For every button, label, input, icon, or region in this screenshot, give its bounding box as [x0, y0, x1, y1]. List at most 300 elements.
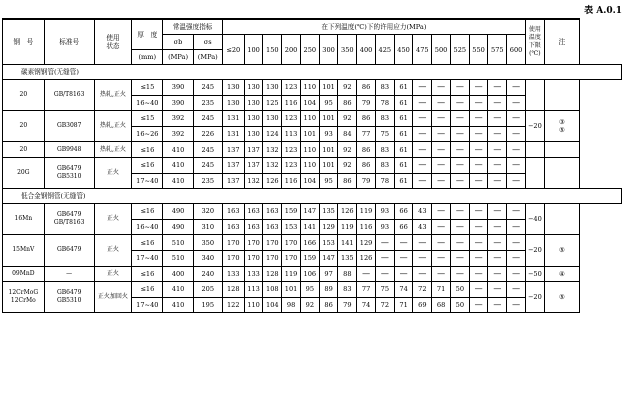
stress-cell: 106	[300, 266, 319, 282]
stress-cell: 110	[300, 142, 319, 158]
sigma-s-cell: 245	[193, 157, 222, 173]
stress-cell: 170	[244, 250, 263, 266]
stress-cell: —	[432, 219, 451, 235]
stress-cell: —	[413, 173, 432, 189]
stress-cell: —	[469, 80, 488, 96]
stress-cell: —	[469, 142, 488, 158]
sigma-b-cell: 490	[163, 219, 193, 235]
stress-cell: —	[432, 157, 451, 173]
table-row	[3, 235, 622, 251]
stress-cell: 78	[375, 95, 394, 111]
standard-no-cell: GB6479	[44, 235, 94, 266]
stress-cell: 163	[244, 219, 263, 235]
stress-cell: 147	[319, 250, 338, 266]
section-title: 低合金钢钢管(无缝管)	[3, 189, 622, 204]
stress-cell: 147	[300, 204, 319, 220]
temperature-header: 200	[282, 35, 301, 65]
stress-cell: 153	[319, 235, 338, 251]
stress-cell: —	[507, 266, 526, 282]
stress-cell: 86	[338, 95, 357, 111]
thickness-cell: 16~40	[132, 95, 163, 111]
stress-cell: 137	[222, 142, 244, 158]
stress-cell: 137	[244, 142, 263, 158]
condition-cell: 正火	[94, 157, 132, 188]
table-row	[3, 157, 622, 173]
steel-grade-cell: 20	[3, 111, 45, 142]
temperature-header: 425	[375, 35, 394, 65]
stress-cell: 116	[282, 95, 301, 111]
thickness-cell: 17~40	[132, 250, 163, 266]
stress-cell: —	[507, 111, 526, 127]
stress-cell: 129	[357, 235, 376, 251]
temp-limit-header: 使用 温度 下限 (℃)	[525, 19, 544, 65]
stress-cell: 66	[394, 204, 413, 220]
stress-cell: 101	[319, 157, 338, 173]
stress-cell: —	[488, 250, 507, 266]
stress-cell: 68	[432, 297, 451, 313]
stress-cell: 159	[282, 204, 301, 220]
stress-cell: —	[413, 111, 432, 127]
sigma-b-unit-header: (MPa)	[163, 50, 193, 65]
stress-cell: 43	[413, 219, 432, 235]
stress-cell: —	[507, 173, 526, 189]
condition-cell: 正火加回火	[94, 282, 132, 313]
stress-cell: 153	[282, 219, 301, 235]
stress-cell: —	[450, 266, 469, 282]
thickness-cell: ≤16	[132, 266, 163, 282]
stress-cell: —	[450, 250, 469, 266]
stress-cell: —	[507, 157, 526, 173]
stress-cell: 163	[263, 204, 282, 220]
sigma-s-cell: 195	[193, 297, 222, 313]
stress-cell: —	[375, 235, 394, 251]
stress-cell: 135	[338, 250, 357, 266]
temperature-header: 250	[300, 35, 319, 65]
stress-cell: —	[432, 126, 451, 142]
stress-cell: —	[507, 80, 526, 96]
stress-cell: 98	[282, 297, 301, 313]
stress-cell: 61	[394, 157, 413, 173]
temp-limit-cell: −50	[525, 266, 544, 282]
stress-cell: 170	[222, 235, 244, 251]
stress-cell: —	[450, 80, 469, 96]
temperature-header: 100	[244, 35, 263, 65]
steel-grade-cell: 15MnV	[3, 235, 45, 266]
standard-no-cell: GB/T8163	[44, 80, 94, 111]
stress-cell: —	[469, 250, 488, 266]
stress-cell: 163	[244, 204, 263, 220]
steel-grade-cell: 09MnD	[3, 266, 45, 282]
sigma-s-cell: 235	[193, 95, 222, 111]
sigma-s-header: σs	[193, 35, 222, 50]
stress-cell: 130	[222, 95, 244, 111]
temp-limit-cell	[525, 157, 544, 188]
stress-cell: 43	[413, 204, 432, 220]
stress-cell: —	[432, 173, 451, 189]
stress-cell: 126	[338, 204, 357, 220]
temp-limit-cell: −20	[525, 111, 544, 142]
standard-no-cell: GB6479 GB5310	[44, 282, 94, 313]
stress-cell: 116	[357, 219, 376, 235]
section-title: 碳素钢钢管(无缝管)	[3, 65, 622, 80]
stress-cell: 125	[263, 95, 282, 111]
stress-cell: 86	[357, 80, 376, 96]
stress-cell: 170	[222, 250, 244, 266]
stress-cell: 101	[319, 111, 338, 127]
note-cell: ③ ⑤	[544, 111, 579, 142]
sigma-s-cell: 245	[193, 80, 222, 96]
stress-cell: —	[375, 250, 394, 266]
note-cell: ⑤	[544, 282, 579, 313]
sigma-s-cell: 245	[193, 142, 222, 158]
stress-cell: —	[488, 126, 507, 142]
standard-no-cell: GB6479 GB/T8163	[44, 204, 94, 235]
stress-cell: 113	[282, 126, 301, 142]
note-cell	[544, 157, 579, 188]
section-row	[3, 65, 622, 80]
standard-no-cell: GB9948	[44, 142, 94, 158]
stress-cell: 86	[357, 157, 376, 173]
temperature-header: 575	[488, 35, 507, 65]
stress-cell: 92	[338, 142, 357, 158]
stress-cell: —	[450, 142, 469, 158]
stress-cell: —	[413, 142, 432, 158]
stress-cell: 163	[222, 219, 244, 235]
stress-cell: 79	[338, 297, 357, 313]
sigma-s-cell: 310	[193, 219, 222, 235]
stress-cell: —	[488, 142, 507, 158]
stress-cell: 71	[432, 282, 451, 298]
stress-cell: —	[432, 142, 451, 158]
condition-cell: 热轧,正火	[94, 80, 132, 111]
stress-cell: 66	[394, 219, 413, 235]
stress-cell: 126	[263, 173, 282, 189]
temp-limit-cell: −40	[525, 204, 544, 235]
temperature-header: 300	[319, 35, 338, 65]
stress-cell: 74	[357, 297, 376, 313]
stress-cell: —	[507, 126, 526, 142]
stress-cell: —	[450, 157, 469, 173]
stress-cell: 119	[338, 219, 357, 235]
stress-cell: 119	[282, 266, 301, 282]
stress-cell: —	[450, 204, 469, 220]
sigma-s-cell: 226	[193, 126, 222, 142]
stress-cell: —	[488, 111, 507, 127]
table-row	[3, 111, 622, 127]
stress-cell: —	[432, 95, 451, 111]
stress-cell: 75	[375, 126, 394, 142]
stress-cell: —	[469, 235, 488, 251]
stress-cell: 86	[357, 142, 376, 158]
note-cell: ④	[544, 266, 579, 282]
thickness-cell: ≤16	[132, 235, 163, 251]
stress-cell: —	[450, 111, 469, 127]
stress-cell: 92	[338, 157, 357, 173]
stress-cell: 170	[263, 235, 282, 251]
sigma-s-unit-header: (MPa)	[193, 50, 222, 65]
stress-cell: 110	[244, 297, 263, 313]
stress-cell: 108	[263, 282, 282, 298]
stress-cell: 133	[244, 266, 263, 282]
stress-cell: 92	[338, 80, 357, 96]
sigma-b-cell: 392	[163, 126, 193, 142]
table-row	[3, 266, 622, 282]
stress-cell: 95	[300, 282, 319, 298]
steel-grade-cell: 16Mn	[3, 204, 45, 235]
stress-cell: 128	[222, 282, 244, 298]
stress-cell: —	[450, 126, 469, 142]
stress-cell: 104	[263, 297, 282, 313]
stress-cell: 83	[375, 142, 394, 158]
stress-cell: 126	[357, 250, 376, 266]
stress-cell: 79	[357, 95, 376, 111]
table-row	[3, 80, 622, 96]
sigma-b-cell: 510	[163, 250, 193, 266]
stress-cell: —	[507, 297, 526, 313]
stress-cell: 128	[263, 266, 282, 282]
temperature-header: 475	[413, 35, 432, 65]
thickness-cell: 17~40	[132, 297, 163, 313]
stress-cell: —	[507, 250, 526, 266]
stress-cell: —	[488, 157, 507, 173]
stress-cell: 71	[394, 297, 413, 313]
stress-cell: —	[488, 266, 507, 282]
table-row	[3, 204, 622, 220]
stress-cell: 132	[263, 157, 282, 173]
temperature-header: 600	[507, 35, 526, 65]
stress-cell: 133	[222, 266, 244, 282]
stress-cell: —	[450, 173, 469, 189]
steel-grade-cell: 20G	[3, 157, 45, 188]
stress-cell: 101	[282, 282, 301, 298]
stress-cell: —	[450, 235, 469, 251]
stress-cell: —	[469, 95, 488, 111]
thickness-cell: ≤15	[132, 111, 163, 127]
stress-cell: 104	[300, 95, 319, 111]
stress-cell: 97	[319, 266, 338, 282]
temperature-header: 400	[357, 35, 376, 65]
stress-cell: 92	[300, 297, 319, 313]
stress-cell: 170	[282, 250, 301, 266]
condition-cell: 正火	[94, 266, 132, 282]
temp-limit-cell	[525, 80, 544, 111]
sigma-b-cell: 410	[163, 297, 193, 313]
stress-cell: —	[507, 282, 526, 298]
stress-cell: —	[488, 219, 507, 235]
stress-cell: —	[394, 250, 413, 266]
sigma-s-cell: 350	[193, 235, 222, 251]
stress-cell: —	[488, 235, 507, 251]
condition-header: 使用 状态	[94, 19, 132, 65]
stress-cell: —	[507, 95, 526, 111]
stress-cell: 86	[319, 297, 338, 313]
thickness-cell: 16~40	[132, 219, 163, 235]
stress-cell: —	[413, 126, 432, 142]
stress-cell: —	[488, 282, 507, 298]
room-temp-strength-header: 常温强度指标	[163, 19, 222, 35]
temperature-header: 500	[432, 35, 451, 65]
stress-cell: 93	[375, 219, 394, 235]
stress-cell: —	[413, 95, 432, 111]
thickness-cell: ≤16	[132, 142, 163, 158]
sigma-b-header: σb	[163, 35, 193, 50]
stress-cell: —	[507, 142, 526, 158]
stress-cell: 130	[222, 80, 244, 96]
stress-cell: 123	[282, 80, 301, 96]
sigma-b-cell: 410	[163, 157, 193, 173]
sigma-b-cell: 410	[163, 173, 193, 189]
table-body	[3, 65, 622, 313]
stress-cell: 104	[300, 173, 319, 189]
stress-cell: 83	[375, 80, 394, 96]
stress-cell: 170	[263, 250, 282, 266]
stress-cell: 110	[300, 111, 319, 127]
note-cell: ⑤	[544, 235, 579, 266]
thickness-cell: ≤16	[132, 282, 163, 298]
stress-cell: 61	[394, 80, 413, 96]
stress-cell: 101	[319, 80, 338, 96]
stress-cell: 101	[319, 142, 338, 158]
stress-cell: —	[357, 266, 376, 282]
stress-cell: 130	[263, 80, 282, 96]
stress-cell: 86	[338, 173, 357, 189]
stress-cell: 163	[263, 219, 282, 235]
stress-cell: 77	[357, 282, 376, 298]
stress-cell: 88	[338, 266, 357, 282]
stress-cell: 130	[263, 111, 282, 127]
stress-cell: 74	[394, 282, 413, 298]
stress-cell: —	[488, 173, 507, 189]
stress-cell: 141	[338, 235, 357, 251]
sigma-s-cell: 240	[193, 266, 222, 282]
stress-cell: 113	[244, 282, 263, 298]
sigma-s-cell: 205	[193, 282, 222, 298]
stress-cell: 92	[338, 111, 357, 127]
stress-cell: 86	[357, 111, 376, 127]
stress-cell: —	[432, 204, 451, 220]
stress-cell: 170	[282, 235, 301, 251]
stress-cell: 110	[300, 80, 319, 96]
stress-cell: —	[469, 157, 488, 173]
stress-cell: 61	[394, 126, 413, 142]
standard-no-cell: GB6479 GB5310	[44, 157, 94, 188]
stress-cell: —	[488, 297, 507, 313]
sigma-s-cell: 235	[193, 173, 222, 189]
stress-cell: 84	[338, 126, 357, 142]
sigma-b-cell: 400	[163, 266, 193, 282]
stress-cell: 61	[394, 95, 413, 111]
temperature-header: 525	[450, 35, 469, 65]
temperature-header: 450	[394, 35, 413, 65]
steel-grade-cell: 20	[3, 142, 45, 158]
stress-cell: —	[488, 80, 507, 96]
stress-cell: 137	[244, 157, 263, 173]
stress-cell: 130	[244, 95, 263, 111]
stress-cell: —	[507, 219, 526, 235]
sigma-b-cell: 510	[163, 235, 193, 251]
temp-limit-cell: −20	[525, 282, 544, 313]
thickness-cell: ≤16	[132, 157, 163, 173]
stress-cell: 170	[244, 235, 263, 251]
thickness-cell: 16~26	[132, 126, 163, 142]
stress-cell: 78	[375, 173, 394, 189]
thickness-cell: ≤16	[132, 204, 163, 220]
stress-cell: —	[432, 235, 451, 251]
note-header: 注	[544, 19, 579, 65]
stress-cell: 124	[263, 126, 282, 142]
allowable-stress-header: 在下列温度(℃)下的许用应力(MPa)	[222, 19, 525, 35]
stress-cell: 61	[394, 142, 413, 158]
stress-cell: —	[507, 235, 526, 251]
stress-cell: —	[413, 235, 432, 251]
stress-cell: 137	[222, 173, 244, 189]
table-row	[3, 282, 622, 298]
stress-cell: 75	[375, 282, 394, 298]
temperature-header: ≤20	[222, 35, 244, 65]
stress-cell: 123	[282, 157, 301, 173]
stress-cell: 110	[300, 157, 319, 173]
note-cell	[544, 204, 579, 235]
stress-cell: —	[413, 157, 432, 173]
stress-cell: 119	[357, 204, 376, 220]
sigma-s-cell: 245	[193, 111, 222, 127]
stress-cell: 132	[263, 142, 282, 158]
stress-cell: 93	[375, 204, 394, 220]
standard-no-cell: —	[44, 266, 94, 282]
sigma-b-cell: 390	[163, 95, 193, 111]
stress-cell: —	[450, 95, 469, 111]
stress-cell: —	[394, 235, 413, 251]
table-header	[3, 19, 622, 65]
stress-cell: 61	[394, 173, 413, 189]
stress-cell: 50	[450, 282, 469, 298]
stress-cell: 130	[244, 126, 263, 142]
stress-cell: 61	[394, 111, 413, 127]
stress-cell: —	[507, 204, 526, 220]
stress-cell: 89	[319, 282, 338, 298]
stress-cell: 132	[244, 173, 263, 189]
thickness-cell: 17~40	[132, 173, 163, 189]
stress-cell: 135	[319, 204, 338, 220]
stress-cell: 83	[375, 111, 394, 127]
stress-cell: —	[469, 126, 488, 142]
stress-cell: —	[469, 266, 488, 282]
stress-cell: 122	[222, 297, 244, 313]
sigma-b-cell: 392	[163, 111, 193, 127]
stress-cell: 166	[300, 235, 319, 251]
sigma-b-cell: 490	[163, 204, 193, 220]
stress-cell: —	[469, 111, 488, 127]
stress-cell: —	[413, 250, 432, 266]
temperature-header: 550	[469, 35, 488, 65]
stress-cell: 116	[282, 173, 301, 189]
sigma-b-cell: 410	[163, 282, 193, 298]
stress-cell: 141	[300, 219, 319, 235]
standard-no-header: 标准号	[44, 19, 94, 65]
stress-cell: —	[469, 282, 488, 298]
stress-cell: 129	[319, 219, 338, 235]
stress-cell: —	[488, 204, 507, 220]
stress-cell: 93	[319, 126, 338, 142]
stress-cell: 159	[300, 250, 319, 266]
stress-cell: —	[432, 266, 451, 282]
stress-cell: 123	[282, 142, 301, 158]
stress-cell: —	[469, 297, 488, 313]
stress-cell: —	[450, 219, 469, 235]
stress-cell: 137	[222, 157, 244, 173]
stress-cell: 77	[357, 126, 376, 142]
condition-cell: 正火	[94, 235, 132, 266]
